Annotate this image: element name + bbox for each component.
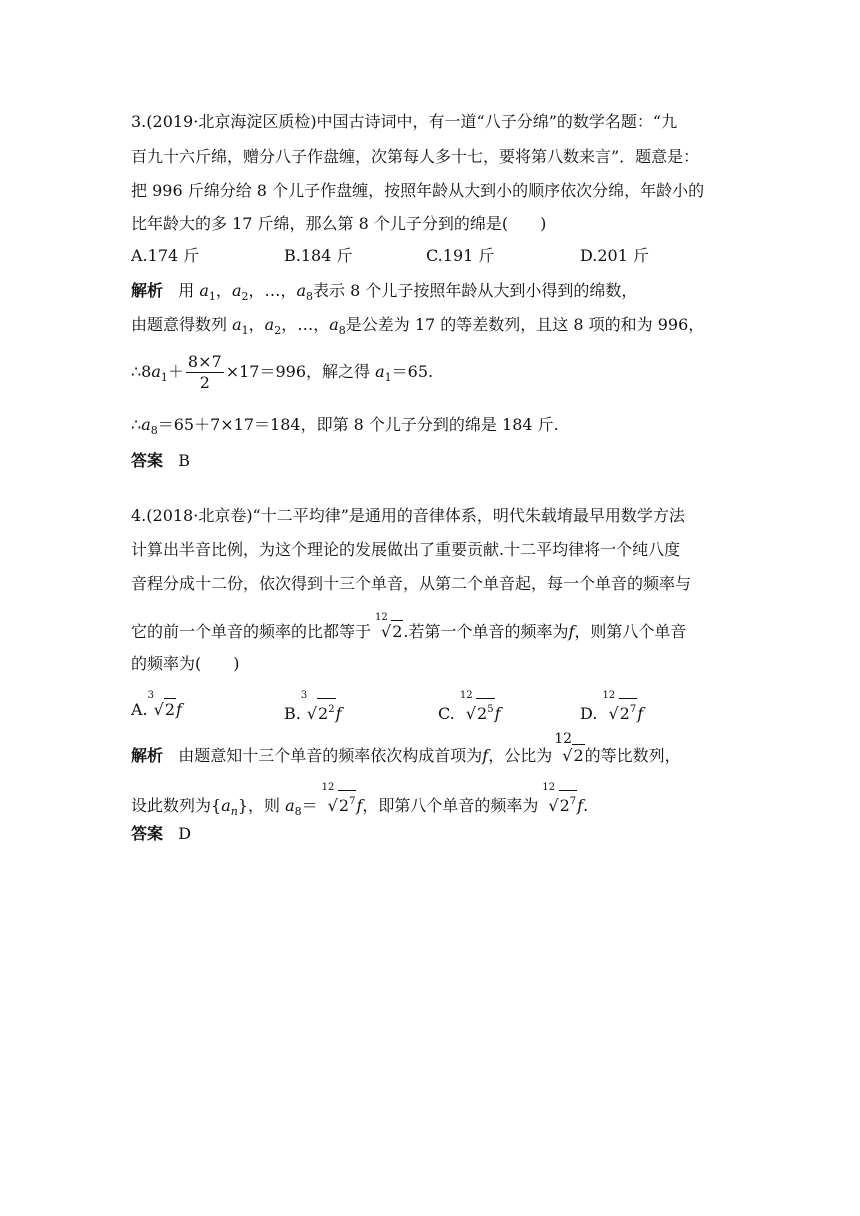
radical-sign: √	[548, 796, 559, 815]
var-a: a	[231, 281, 242, 300]
exponent: 7	[629, 704, 637, 715]
q4-answer-label: 答案	[131, 824, 164, 843]
root-index: 12	[321, 782, 335, 793]
ellipsis: ，…，	[281, 315, 330, 334]
eq1-result: ＝65.	[391, 362, 434, 381]
exponent: 7	[349, 796, 356, 807]
radical-sign: √	[153, 700, 164, 719]
sub-1: 1	[384, 371, 392, 384]
ellipsis: ，…，	[248, 281, 297, 300]
q3-stem-line-2: 百九十六斤绵，赠分八子作盘缠，次第每人多十七，要将第八数来言”．题意是：	[131, 147, 700, 166]
var-a: a	[141, 415, 151, 434]
eq2-text: ＝65＋7×17＝184，即第 8 个儿子分到的绵是 184 斤.	[157, 415, 559, 434]
exponent: 7	[569, 796, 577, 807]
option-letter: D.	[580, 704, 603, 723]
base: 2	[477, 704, 488, 723]
q4-answer-value: D	[178, 824, 192, 843]
q4-option-d	[580, 690, 644, 725]
q4-stem-line-5: 的频率为( )	[131, 654, 240, 673]
var-a: a	[296, 281, 307, 300]
var-a: a	[232, 315, 242, 334]
comma: ，	[215, 281, 232, 300]
option-letter: B.	[284, 704, 301, 723]
var-f: f	[482, 746, 489, 765]
var-f: f	[176, 700, 182, 719]
q3-analysis-label: 解析	[131, 281, 164, 300]
q4-analysis-line-1	[131, 731, 681, 767]
q4-stem-line-2: 计算出半音比例，为这个理论的发展做出了重要贡献.十二平均律将一个纯八度	[131, 540, 681, 559]
equals-sign: ＝	[301, 796, 318, 815]
root-12-of-2-fifth	[459, 690, 495, 725]
root-12-of-2-seventh	[542, 782, 577, 817]
q3-equation-2	[131, 414, 559, 442]
base: 2	[338, 796, 350, 815]
radical-sign: √	[465, 704, 477, 723]
q4-analysis2-text-b: }，则	[237, 796, 286, 815]
radicand	[338, 790, 357, 817]
q4-stem4-text-b: .若第一个单音的频率为	[403, 622, 569, 641]
var-a: a	[375, 362, 385, 381]
var-f: f	[335, 704, 342, 723]
q3-option-d: D.201 斤	[580, 246, 649, 265]
q4-stem4-text-c: ，则第八个单音	[574, 622, 687, 641]
q4-analysis-text-c: 的等比数列，	[584, 746, 681, 765]
option-letter: C.	[438, 704, 460, 723]
q3-analysis-line-2	[131, 314, 704, 342]
var-a: a	[221, 796, 231, 815]
base: 2	[559, 796, 570, 815]
radical-sign: √	[381, 622, 392, 641]
var-a: a	[264, 315, 275, 334]
sub-8: 8	[150, 424, 158, 437]
q4-stem4-text-a: 它的前一个单音的频率的比都等于	[131, 622, 372, 641]
var-a: a	[151, 362, 161, 381]
q3-analysis-text-a: 用	[178, 281, 200, 300]
q4-stem-line-4	[131, 612, 687, 643]
therefore-symbol: ∴	[131, 415, 142, 434]
root-3-of-2-squared	[300, 690, 336, 725]
q4-analysis-text-b: ，公比为	[488, 746, 553, 765]
q3-option-c: C.191 斤	[426, 246, 495, 265]
q3-stem-line-4: 比年龄大的多 17 斤绵，那么第 8 个儿子分到的绵是( )	[131, 214, 547, 233]
root-12-of-2	[554, 731, 584, 767]
q3-answer-value: B	[178, 451, 191, 470]
root-index: 12	[542, 782, 556, 793]
fraction	[186, 352, 224, 393]
q3-option-b: B.184 斤	[284, 246, 353, 265]
q4-analysis-text-a: 由题意知十三个单音的频率依次构成首项为	[178, 746, 483, 765]
sub-n: n	[230, 805, 238, 818]
root-12-of-2	[375, 612, 403, 643]
radicand	[476, 698, 495, 725]
comma: ，	[248, 315, 265, 334]
root-index: 12	[375, 612, 388, 623]
q4-answer	[131, 823, 191, 845]
radicand	[559, 790, 578, 817]
base: 2	[318, 704, 329, 723]
q3-analysis2-text-b: 是公差为 17 的等差数列，且这 8 项的和为 996，	[345, 315, 705, 334]
option-letter: A.	[131, 700, 148, 719]
var-f: f	[494, 704, 501, 723]
q4-stem-line-3: 音程分成十二份，依次得到十三个单音，从第二个单音起，每一个单音的频率与	[131, 574, 692, 593]
var-f: f	[577, 796, 584, 815]
q4-analysis-label: 解析	[131, 746, 164, 765]
q3-answer	[131, 450, 190, 472]
var-a: a	[329, 315, 339, 334]
var-f: f	[637, 704, 644, 723]
radicand: 2	[164, 700, 176, 719]
root-index: 12	[459, 690, 473, 701]
root-index: 3	[147, 690, 155, 701]
q3-analysis-line-1	[131, 280, 637, 308]
q4-option-c	[438, 690, 501, 725]
root-12-of-2-seventh	[602, 690, 637, 725]
q3-stem-line-3: 把 996 斤绵分给 8 个儿子作盘缠，按照年龄从大到小的顺序依次分绵，年龄小的	[131, 181, 705, 200]
sub-2: 2	[274, 324, 282, 337]
radical-sign: √	[608, 704, 619, 723]
q3-answer-label: 答案	[131, 451, 164, 470]
q3-option-a: A.174 斤	[131, 246, 200, 265]
q4-analysis2-text-a: 设此数列为{	[131, 796, 222, 815]
q4-option-a	[131, 690, 182, 721]
q3-analysis-text-b: 表示 8 个儿子按照年龄从大到小得到的绵数，	[313, 281, 638, 300]
var-a: a	[285, 796, 295, 815]
sub-8: 8	[306, 290, 314, 303]
base: 2	[619, 704, 630, 723]
root-index: 12	[554, 731, 573, 747]
radicand: 2	[392, 622, 403, 641]
q3-analysis2-text-a: 由题意得数列	[131, 315, 233, 334]
sub-8: 8	[294, 805, 302, 818]
radicand	[317, 698, 336, 725]
var-f: f	[568, 622, 575, 641]
q3-stem-line-1: 3.(2019·北京海淀区质检)中国古诗词中，有一道“八子分绵”的数学名题：“九	[131, 112, 678, 131]
q4-analysis-line-2	[131, 782, 589, 823]
radical-sign: √	[327, 796, 338, 815]
exponent: 5	[487, 704, 494, 715]
sub-2: 2	[241, 290, 249, 303]
q4-option-b	[284, 690, 342, 725]
root-index: 3	[300, 690, 308, 701]
q4-analysis2-text-d: ，即第八个单音的频率为	[362, 796, 539, 815]
radicand	[619, 698, 638, 725]
sub-8: 8	[338, 324, 346, 337]
root-12-of-2-seventh	[321, 782, 357, 817]
sub-1: 1	[208, 290, 216, 303]
radical-sign: √	[306, 704, 318, 723]
root-index: 12	[602, 690, 616, 701]
q3-equation-1: $\therefore 8a_1+$ $\frac{8\times 7}{2}$ ×17＝996，解之得 $a_1=65$.	[131, 352, 434, 392]
sub-1: 1	[241, 324, 249, 337]
var-f: f	[356, 796, 363, 815]
eq1-suffix: ×17＝996，解之得	[225, 362, 376, 381]
eq1-prefix: ∴8	[131, 362, 152, 381]
q4-stem-line-1: 4.(2018·北京卷)“十二平均律”是通用的音律体系，明代朱载堉最早用数学方法	[131, 506, 685, 525]
sub-1: 1	[160, 371, 168, 384]
exponent: 2	[328, 704, 335, 715]
radicand: 2	[573, 746, 584, 765]
var-a: a	[199, 281, 209, 300]
period: .	[583, 796, 589, 815]
radical-sign: √	[562, 746, 573, 765]
root-3-of-2	[147, 690, 176, 721]
fraction-denominator: 2	[199, 373, 210, 392]
fraction-numerator: 8×7	[187, 352, 222, 371]
